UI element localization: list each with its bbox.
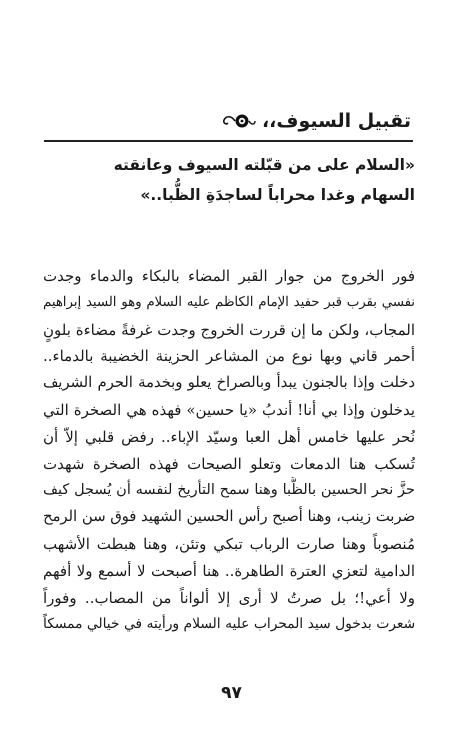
- body-line: المجاب، ولكن ما إن قررت الخروج وجدت غرفةً مضاءة بلونٍ: [43, 320, 415, 339]
- epigraph-line: السهام وغدا محراباً لساجدَةِ الظُّبا..»: [140, 186, 415, 204]
- body-line: الدامية لتعزي العترة الطاهرة.. هنا أصبحت لا أسمع ولا أفهم: [43, 561, 415, 580]
- body-line: أحمر قاني وبها نوع من المشاعر الحزينة الخضيبة بالدماء..: [43, 347, 415, 366]
- body-line: نفسي بقرب قبر حفيد الإمام الكاظم عليه السلام وهو السيد إبراهيم: [43, 294, 415, 310]
- chapter-heading: [222, 110, 411, 132]
- body-line: شعرت بدخول سيد المحراب عليه السلام ورأيته في خيالي ممسكاً: [43, 616, 415, 633]
- body-line: ضربت زينب، وهنا أصبح رأس الحسين الشهيد فوق سن الرمح: [43, 508, 415, 526]
- body-line: دخلت وإذا بالجنون يبدأ وبالصراخ يعلو وبخدمة الحرم الشريف: [43, 374, 415, 392]
- body-text: [43, 263, 415, 638]
- body-line: ولا أعي!؛ بل صرتُ لا أرى إلا ألواناً من المصاب.. وفوراً: [43, 588, 415, 607]
- body-line: يدخلون وإذا بي أنا! أندبُ «يا حسين» فهذه هي الصخرة التي: [43, 400, 415, 419]
- body-line: نُحر عليها خامس أهل العبا وسيّد الإباء.. رفض قلبي إلاّ أن: [43, 427, 415, 446]
- epigraph: [45, 150, 415, 210]
- chapter-title: تقبيل السيوف،،: [261, 110, 411, 132]
- body-line: فور الخروج من جوار القبر المضاء بالبكاء والدماء وجدت: [43, 267, 415, 285]
- heading-divider: [44, 140, 413, 142]
- body-line: تُسكب هنا الدمعات وتعلو الصيحات فهذه الصخرة شهدت: [43, 454, 415, 473]
- body-line: مُنصوباً وهنا صارت الرباب تبكي وتئن، وهنا هبطت الأشهب: [43, 534, 415, 553]
- swirl-ornament-icon: [222, 110, 256, 132]
- page-number: ٩٧: [221, 683, 242, 703]
- body-line: حزَّ نحر الحسين بالظُّبا وهنا سمح التأريخ لنفسه أن يُسجل كيف: [43, 482, 415, 499]
- epigraph-line: «السلام على من قبّلته السيوف وعانقته: [113, 156, 415, 174]
